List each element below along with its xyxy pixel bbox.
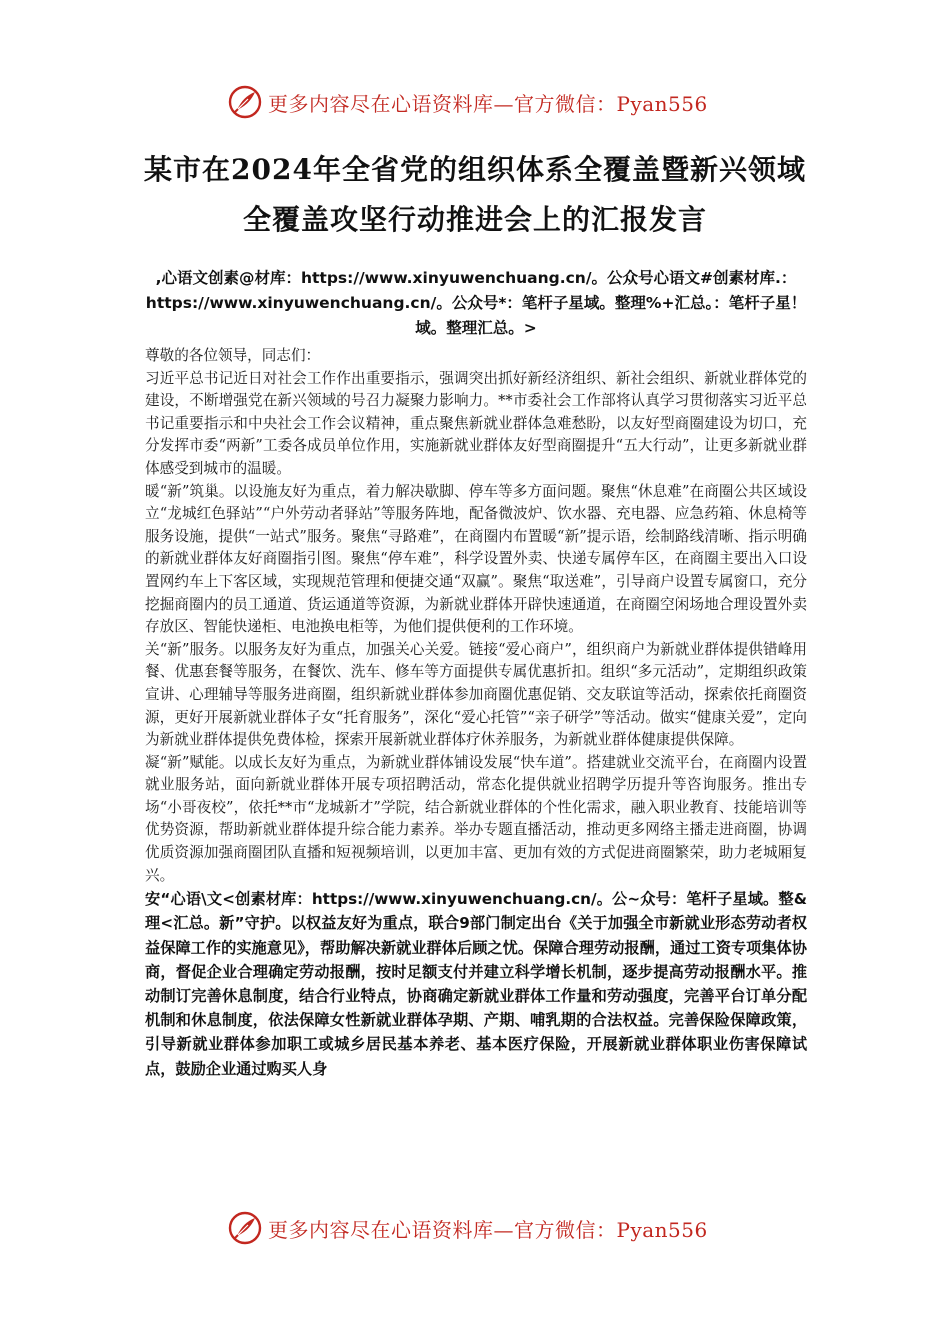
banner-text: 更多内容尽在心语资料库—官方微信：Pyan556 (268, 91, 708, 116)
wechat-id: Pyan556 (616, 91, 708, 116)
paragraph-nuan-xin: 暖“新”筑巢。以设施友好为重点，着力解决歇脚、停车等多方面问题。聚焦“休息难”在商圈公共区域设立“龙城红色驿站”“户外劳动者驿站”等服务阵地，配备微波炉、饮水器、充电器、应急药箱、休息椅等服务设施，提供“一站式”服务。聚焦“寻路难”，在商圈内布置暖“新”提示语，绘制路线清晰、指示明确的新就业群体友好商圈指引图。聚焦“停车难”，科学设置外卖、快递专属停车区，在商圈主要出入口设置网约车上下客区域，实现规范管理和便捷交通“双赢”。聚焦“取送难”，引导商户设置专属窗口，充分挖掘商圈内的员工通道、货运通道等资源，为新就业群体开辟快速通道，在商圈空闲场地合理设置外卖存放区、智能快递柜、电池换电柜等，为他们提供便利的工作环境。 (145, 482, 807, 636)
feather-pen-logo (228, 85, 262, 119)
header-banner (228, 82, 718, 122)
feather-pen-logo (228, 1211, 262, 1245)
paragraph-an-xin: 安“心语\文<创素材库：https://www.xinyuwenchuang.cn/。公~众号：笔杆子星域。整&理<汇总。新”守护。以权益友好为重点，联合9部门制定出台《关于加强全市新就业形态劳动者权益保障工作的实施意见》，帮助解决新就业群体后顾之忧。保障合理劳动报酬，通过工资专项集体协商，督促企业合理确定劳动报酬，按时足额支付并建立科学增长机制，逐步提高劳动报酬水平。推动制订完善休息制度，结合行业特点，协商确定新就业群体工作量和劳动强度，完善平台订单分配机制和休息制度，依法保障女性新就业群体孕期、产期、哺乳期的合法权益。完善保险保障政策，引导新就业群体参加职工或城乡居民基本养老、基本医疗保险，开展新就业群体职业伤害保障试点，鼓励企业通过购买人身 (145, 890, 807, 1078)
paragraph-ning-xin: 凝“新”赋能。以成长友好为重点，为新就业群体铺设发展“快车道”。搭建就业交流平台，在商圈内设置就业服务站，面向新就业群体开展专项招聘活动，常态化提供就业招聘学历提升等咨询服务。推出专场“小哥夜校”，依托**市“龙城新才”学院，结合新就业群体的个性化需求，融入职业教育、技能培训等优势资源，帮助新就业群体提升综合能力素养。举办专题直播活动，推动更多网络主播走进商圈，协调优质资源加强商圈团队直播和短视频培训，以更加丰富、更加有效的方式促进商圈繁荣，助力老城厢复兴。 (145, 753, 807, 884)
banner-text: 更多内容尽在心语资料库—官方微信：Pyan556 (268, 1217, 708, 1242)
salutation: 尊敬的各位领导，同志们： (145, 347, 321, 364)
document-body (145, 345, 807, 1081)
paragraph-guan-xin: 关“新”服务。以服务友好为重点，加强关心关爱。链接“爱心商户”，组织商户为新就业群体提供错峰用餐、优惠套餐等服务，在餐饮、洗车、修车等方面提供专属优惠折扣。组织“多元活动”，定期组织政策宣讲、心理辅导等服务进商圈，组织新就业群体参加商圈优惠促销、交友联谊等活动，探索依托商圈资源，更好开展新就业群体子女“托育服务”，深化“爱心托管”“亲子研学”等活动。做实“健康关爱”，定向为新就业群体提供免费体检，探索开展新就业群体疗休养服务，为新就业群体健康提供保障。 (145, 640, 807, 749)
title-line-1: 某市在2024年全省党的组织体系全覆盖暨新兴领域 (144, 153, 806, 186)
paragraph-intro: 习近平总书记近日对社会工作作出重要指示，强调突出抓好新经济组织、新社会组织、新就业群体党的建设，不断增强党在新兴领域的号召力凝聚力影响力。**市委社会工作部将认真学习贯彻落实习近平总书记重要指示和中央社会工作会议精神，重点聚焦新就业群体急难愁盼，以友好型商圈建设为切口，充分发挥市委“两新”工委各成员单位作用，实施新就业群体友好型商圈提升“五大行动”，让更多新就业群体感受到城市的温暖。 (145, 369, 807, 477)
wechat-id: Pyan556 (616, 1217, 708, 1242)
footer-banner (228, 1208, 718, 1248)
title-line-2: 全覆盖攻坚行动推进会上的汇报发言 (242, 203, 707, 236)
copyright-notice: ,心语文创素@材库：https://www.xinyuwenchuang.cn/。公众号心语文#创素材库.：https://www.xinyuwenchuang.cn/。公众号*：笔杆子星域。整理%+汇总。：笔杆子星！域。整理汇总。> (145, 269, 807, 337)
